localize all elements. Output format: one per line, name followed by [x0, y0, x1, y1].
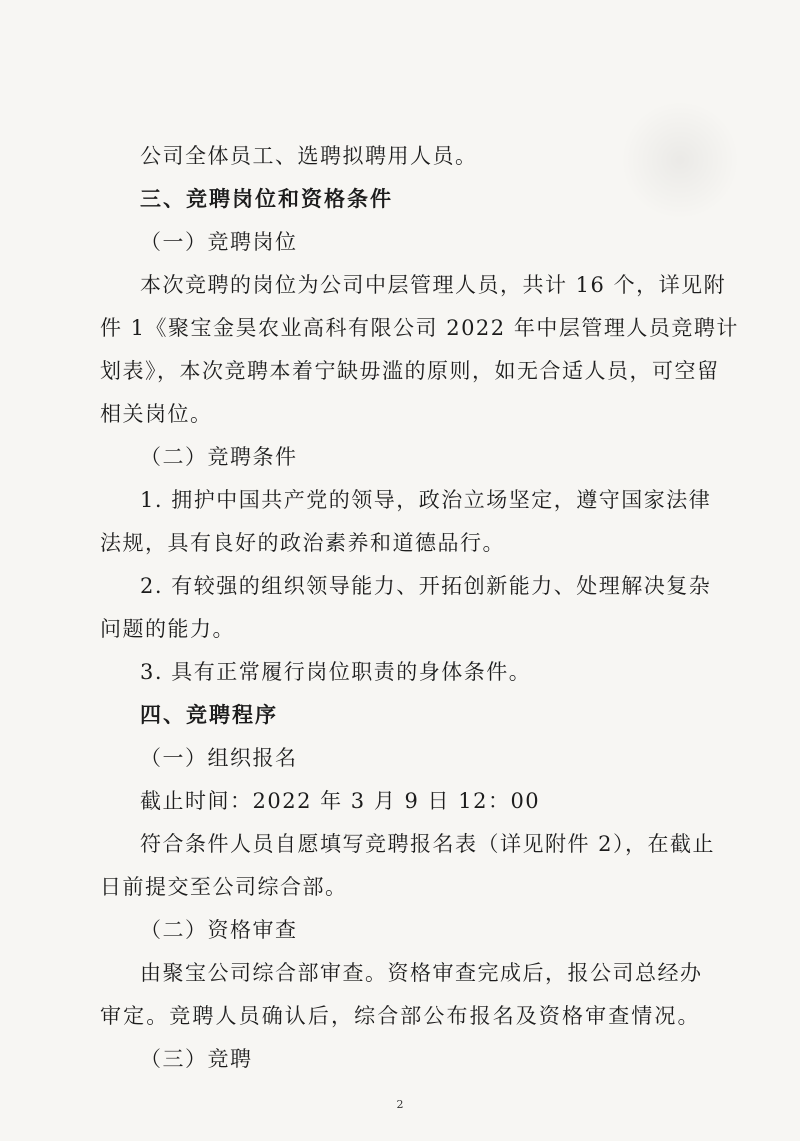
list-item-3: 3. 具有正常履行岗位职责的身体条件。 — [140, 660, 532, 684]
deadline-line: 截止时间：2022 年 3 月 9 日 12：00 — [140, 789, 541, 813]
list-item-1-cont: 法规，具有良好的政治素养和道德品行。 — [100, 531, 505, 555]
text-line-continuation: 公司全体员工、选聘拟聘用人员。 — [140, 144, 478, 168]
list-item-2-cont: 问题的能力。 — [100, 617, 235, 641]
paragraph-line: 符合条件人员自愿填写竞聘报名表（详见附件 2），在截止 — [140, 832, 716, 856]
paragraph-line: 划表》，本次竞聘本着宁缺毋滥的原则，如无合适人员，可空留 — [100, 359, 720, 383]
subheading-1: （一）竞聘岗位 — [140, 230, 298, 254]
paragraph-line: 本次竞聘的岗位为公司中层管理人员，共计 16 个，详见附 — [140, 273, 727, 297]
subheading-2: （二）竞聘条件 — [140, 445, 298, 469]
paragraph-line: 件 1《聚宝金昊农业高科有限公司 2022 年中层管理人员竞聘计 — [100, 316, 739, 340]
subheading-3: （三）竞聘 — [140, 1047, 253, 1071]
page-number: 2 — [396, 1098, 404, 1111]
paragraph-line: 日前提交至公司综合部。 — [100, 875, 348, 899]
list-item-2: 2. 有较强的组织领导能力、开拓创新能力、处理解决复杂 — [140, 574, 712, 598]
list-item-1: 1. 拥护中国共产党的领导，政治立场坚定，遵守国家法律 — [140, 488, 712, 512]
subheading-1: （一）组织报名 — [140, 746, 298, 770]
section-heading-4: 四、竞聘程序 — [140, 702, 278, 727]
paragraph-line: 审定。竞聘人员确认后，综合部公布报名及资格审查情况。 — [100, 1004, 700, 1028]
subheading-2: （二）资格审查 — [140, 918, 298, 942]
paragraph-line: 相关岗位。 — [100, 402, 213, 426]
section-heading-3: 三、竞聘岗位和资格条件 — [140, 186, 393, 211]
paragraph-line: 由聚宝公司综合部审查。资格审查完成后，报公司总经办 — [140, 961, 703, 985]
